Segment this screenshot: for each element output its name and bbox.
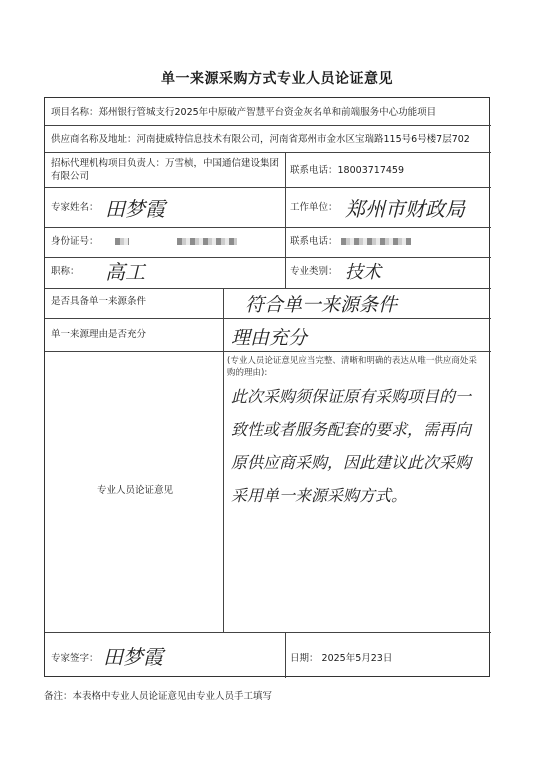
work-unit-handwriting: 郑州市财政局 [345,197,465,221]
reason-label: 单一来源理由是否充分 [51,329,147,340]
date-text: 日期： 2025年5月23日 [290,653,393,664]
opinion-note: (专业人员论证意见应当完整、清晰和明确的表达从唯一供应商处采购的理由): [227,356,477,378]
reason-handwriting: 理由充分 [231,327,308,349]
expert-name-label: 专家姓名： [51,202,99,213]
form-title: 单一来源采购方式专业人员论证意见 [161,71,393,87]
category-label: 专业类别： [290,266,338,277]
title-label: 职称： [51,266,80,277]
expert-name-handwriting: 田梦霞 [105,197,165,221]
condition-handwriting: 符合单一来源条件 [245,294,398,316]
work-unit-label: 工作单位： [290,202,338,213]
id-label: 身份证号： [51,236,99,247]
footnote: 备注：本表格中专业人员论证意见由专业人员手工填写 [44,691,273,702]
project-name-text: 项目名称：郑州银行管城支行2025年中原破产智慧平台资金灰名单和前端服务中心功能项目 [51,107,437,118]
agency-text: 招标代理机构项目负责人：万雪桢，中国通信建设集团有限公司 [51,158,280,182]
id-redaction-1 [115,238,129,245]
opinion-handwriting: 此次采购须保证原有采购项目的一致性或者服务配套的要求，需再向原供应商采购，因此建议此次采购采用单一来源采购方式。 [231,387,472,505]
supplier-text: 供应商名称及地址：河南捷威特信息技术有限公司，河南省郑州市金水区宝瑞路115号6号楼7层702 [51,134,470,145]
form-table [44,97,490,677]
agency-phone-label: 联系电话： [290,165,338,176]
agency-phone: 18003717459 [337,165,405,176]
signature-label: 专家签字： [51,653,99,664]
category-handwriting: 技术 [345,262,381,283]
phone-redaction [341,238,411,245]
signature-handwriting: 田梦霞 [103,645,163,669]
phone-label: 联系电话： [290,236,338,247]
title-handwriting: 高工 [105,260,145,284]
id-redaction-2 [177,238,237,245]
opinion-label: 专业人员论证意见 [97,485,174,496]
condition-label: 是否具备单一来源条件 [51,296,147,307]
